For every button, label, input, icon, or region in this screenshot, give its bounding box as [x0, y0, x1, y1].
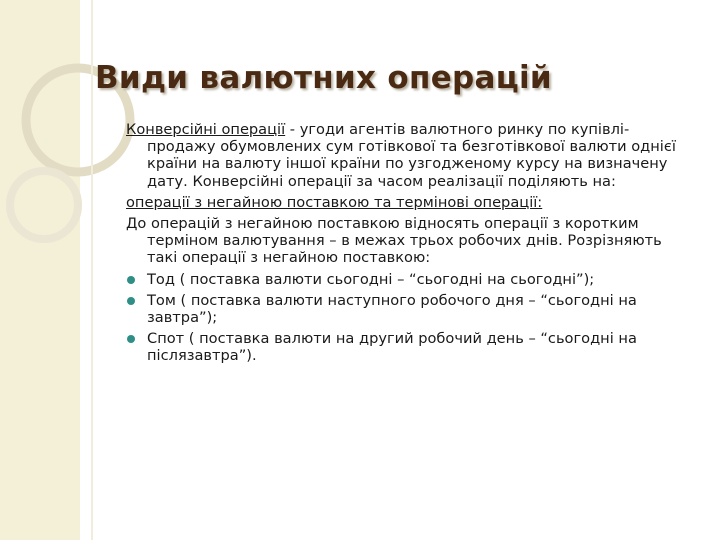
ring-small	[10, 171, 78, 239]
bullet-item-tom	[126, 292, 686, 326]
intro-definition: - угоди агентів валютного ринку по купівлі-продажу обумовлених сум готівкової та безготівкової валюти однієї країни на валюту іншої країни по узгодженому курсу на визначену дату. Конверсійні операції за часом реалізації поділяють на:	[147, 121, 676, 190]
bullet-list	[126, 271, 686, 365]
subheading: операції з негайною поставкою та термінові операції:	[126, 193, 543, 211]
bullet-item-spot	[126, 330, 686, 364]
slide-content	[126, 121, 686, 369]
bullet-text: Спот ( поставка валюти на другий робочий день – “сьогодні на післязавтра”).	[147, 330, 637, 365]
bullet-dot-icon	[127, 276, 135, 284]
bullet-dot-icon	[127, 335, 135, 343]
slide-title: Види валютних операцій	[95, 60, 552, 96]
bullet-text: Тод ( поставка валюти сьогодні – “сьогодні на сьогодні”);	[147, 270, 595, 288]
bullet-item-tod	[126, 271, 686, 288]
intro-term: Конверсійні операції	[126, 121, 286, 138]
immediate-paragraph: До операцій з негайною поставкою відносять операції з коротким терміном валютування – в межах трьох робочих днів. Розрізняють такі операції з негайною поставкою:	[126, 215, 662, 267]
bullet-text: Том ( поставка валюти наступного робочого дня – “сьогодні на завтра”);	[147, 291, 637, 327]
bullet-dot-icon	[127, 297, 135, 305]
intro-paragraph	[126, 121, 686, 190]
